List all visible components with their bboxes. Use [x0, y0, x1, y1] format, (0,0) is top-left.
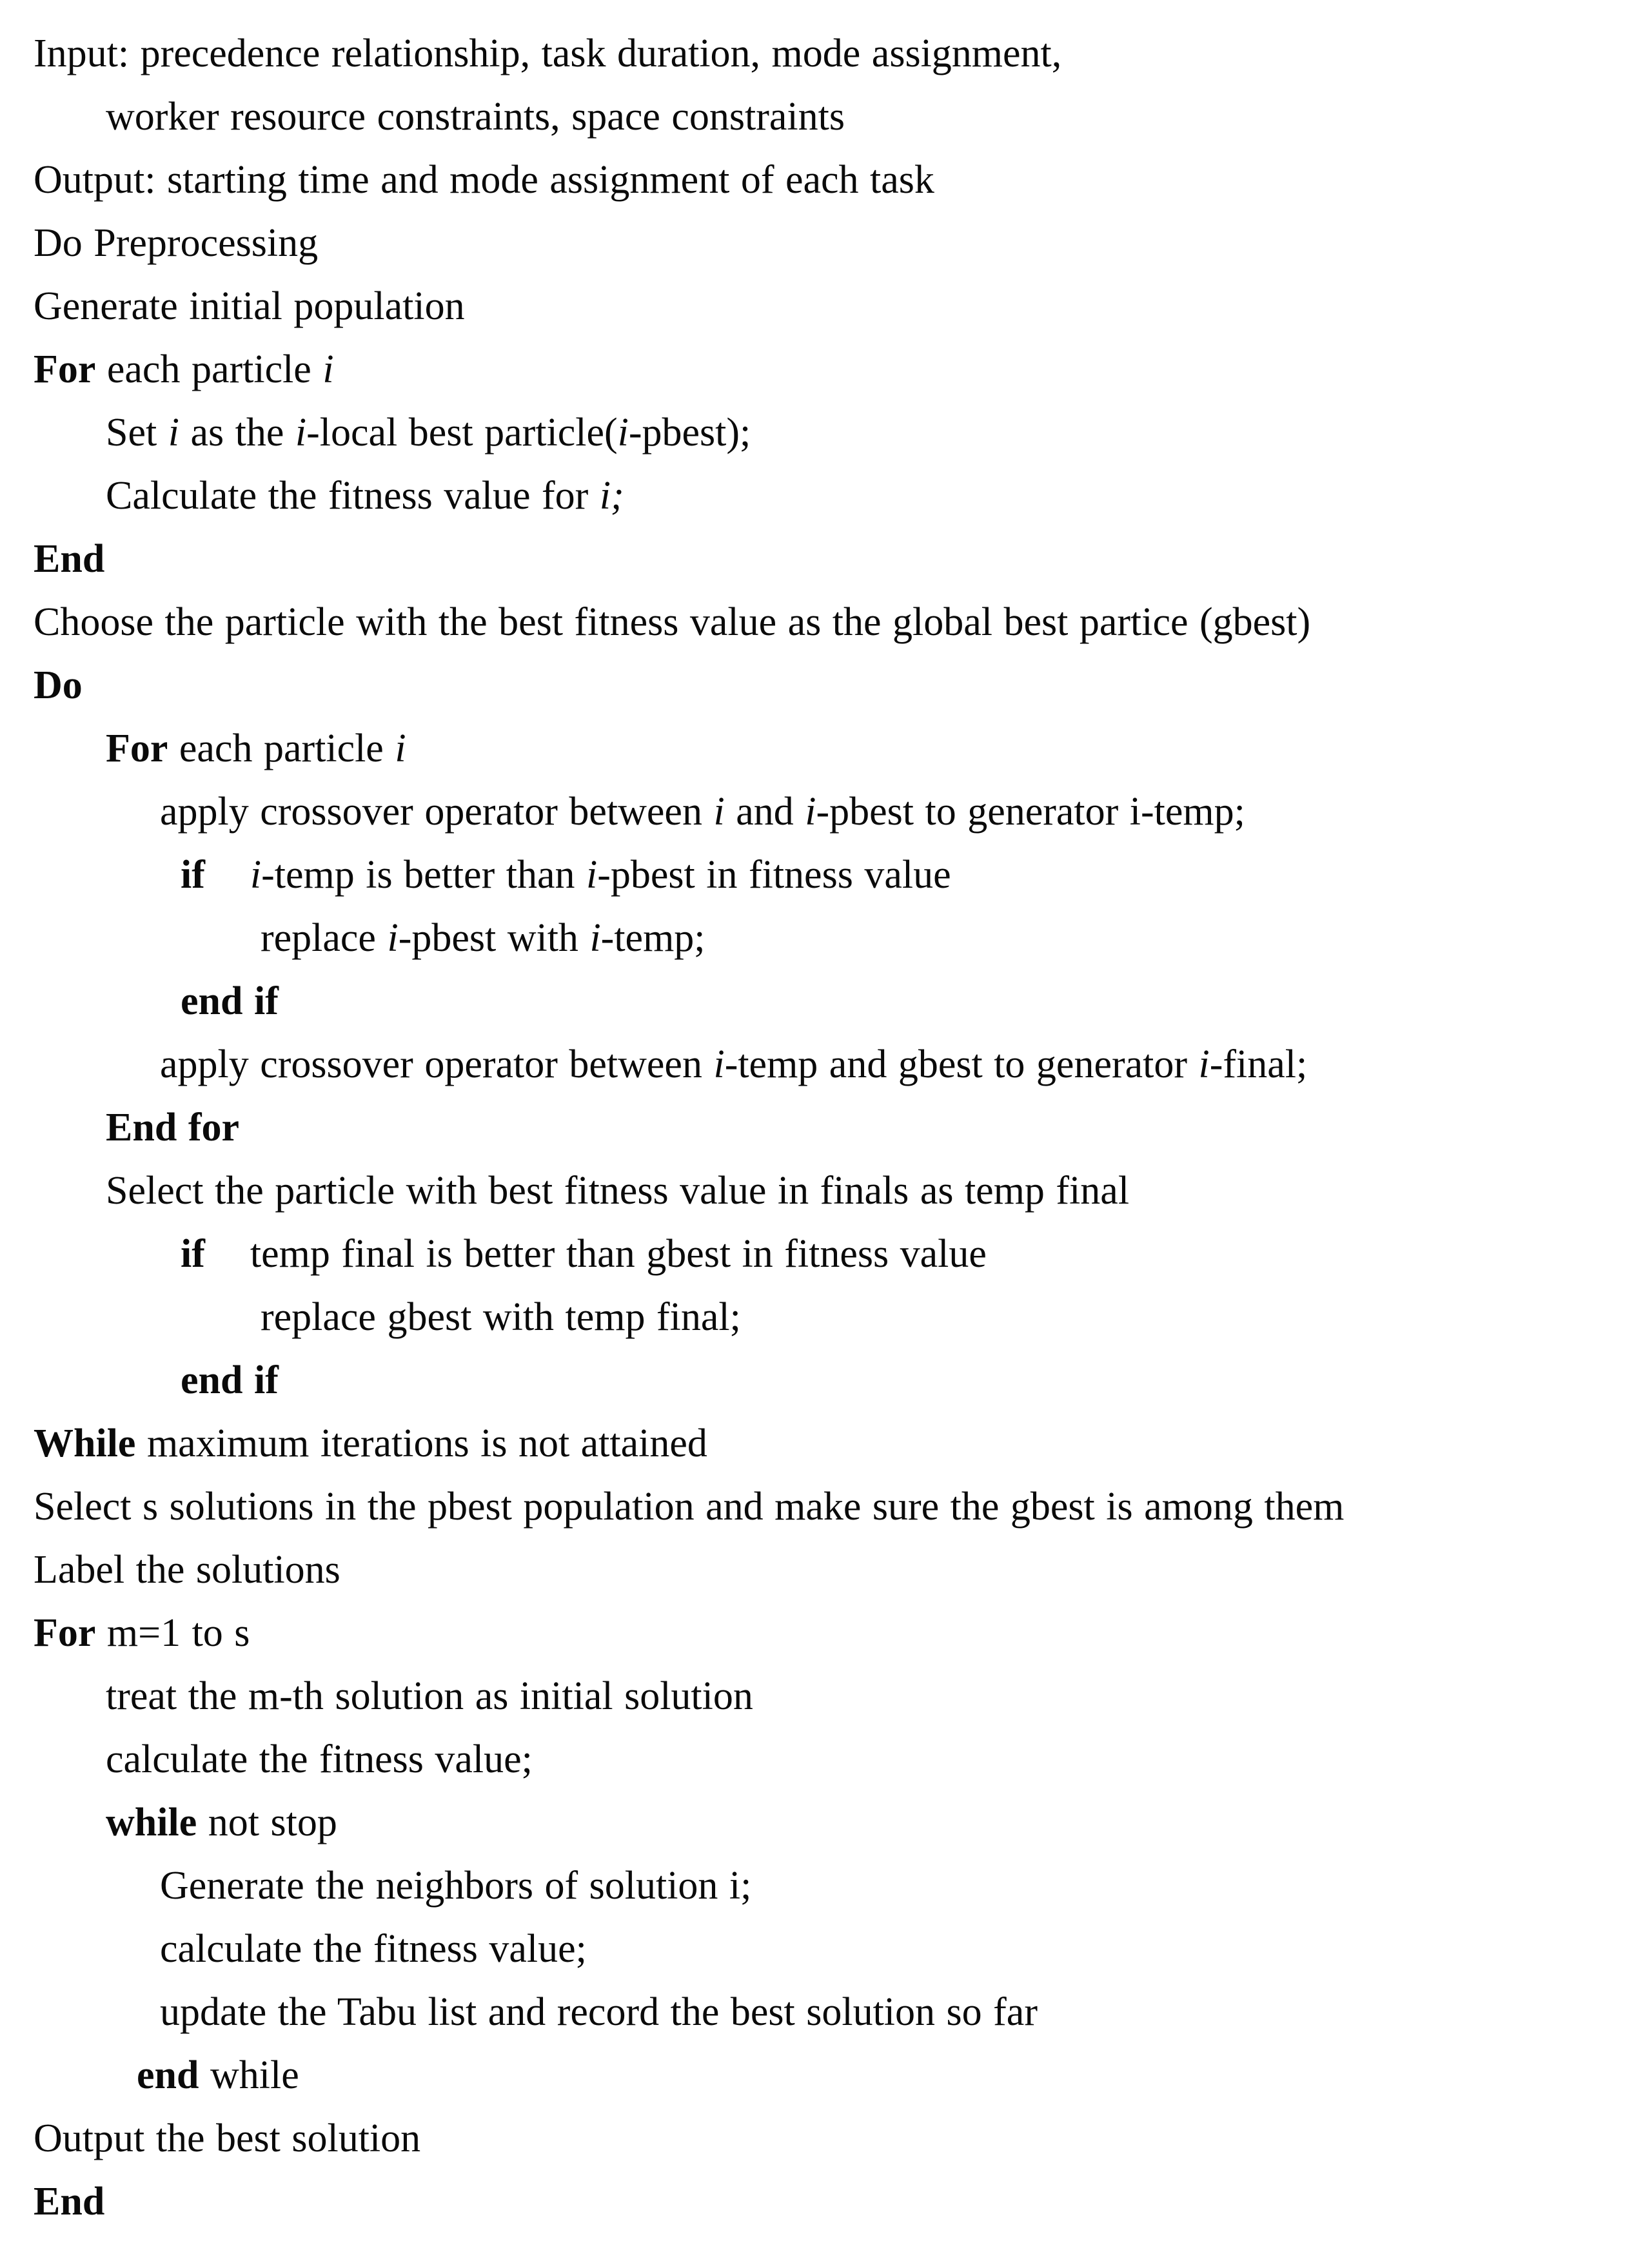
code-segment: temp final is better than gbest in fitness value	[204, 1232, 987, 1276]
code-segment: -temp and gbest to generator	[724, 1042, 1199, 1086]
code-segment: maximum iterations is not attained	[135, 1422, 707, 1465]
code-segment: calculate the fitness value;	[106, 1737, 533, 1781]
code-segment: Choose the particle with the best fitness value as the global best partice (gbest)	[34, 600, 1311, 644]
code-segment: For	[34, 1611, 96, 1655]
code-segment: treat the m-th solution as initial solution	[106, 1674, 753, 1718]
code-segment: i	[713, 790, 725, 834]
code-segment: Do	[34, 663, 83, 707]
code-line-do-preprocessing	[34, 211, 1621, 275]
code-line-output-best-solution	[34, 2107, 1621, 2170]
code-line-for-each-particle-1	[34, 338, 1621, 401]
code-segment: i	[1198, 1042, 1210, 1086]
code-line-for-m-to-s	[34, 1601, 1621, 1665]
code-segment: if	[181, 1232, 205, 1276]
code-segment: each particle	[95, 347, 323, 391]
code-segment: Generate initial population	[34, 284, 465, 328]
code-line-replace-gbest-with-tempfinal	[34, 1286, 1621, 1349]
code-line-label-the-solutions	[34, 1538, 1621, 1601]
code-line-update-tabu-list	[34, 1980, 1621, 2044]
code-segment: For	[106, 727, 168, 770]
code-segment: End for	[106, 1106, 239, 1149]
code-segment: i	[713, 1042, 725, 1086]
code-segment: apply crossover operator between	[160, 1042, 714, 1086]
code-segment: Set	[106, 411, 168, 455]
code-line-apply-crossover-gbest	[34, 1033, 1621, 1096]
code-segment: i;	[599, 474, 624, 518]
code-line-calculate-fitness-2	[34, 1728, 1621, 1791]
code-segment: calculate the fitness value;	[160, 1927, 587, 1971]
code-segment: i	[617, 411, 629, 455]
code-segment: i	[295, 411, 307, 455]
code-line-replace-pbest-with-temp	[34, 906, 1621, 970]
code-segment: i	[395, 727, 406, 770]
code-line-if-temp-better-pbest	[34, 843, 1621, 906]
code-segment: While	[34, 1422, 136, 1465]
code-line-end-while	[34, 2044, 1621, 2107]
code-line-select-best-finals	[34, 1159, 1621, 1222]
code-segment: -pbest);	[628, 411, 751, 455]
code-segment: i	[387, 916, 399, 960]
code-segment: m=1 to s	[95, 1611, 250, 1655]
code-line-end-for	[34, 1096, 1621, 1159]
code-segment: and	[724, 790, 805, 834]
code-line-calculate-fitness-3	[34, 1917, 1621, 1980]
code-line-apply-crossover-pbest	[34, 780, 1621, 843]
code-line-while-not-stop	[34, 1791, 1621, 1854]
code-line-do-loop	[34, 654, 1621, 717]
code-segment: For	[34, 347, 96, 391]
code-segment: end if	[181, 979, 279, 1023]
code-segment: while	[106, 1801, 197, 1844]
code-line-end-if-2	[34, 1349, 1621, 1412]
code-segment: -temp is better than	[261, 853, 586, 897]
code-segment: End	[34, 537, 105, 581]
code-line-end-1	[34, 527, 1621, 591]
code-segment: Generate the neighbors of solution i;	[160, 1864, 752, 1908]
code-segment: Select the particle with best fitness value in finals as temp final	[106, 1169, 1130, 1213]
code-segment: as the	[179, 411, 295, 455]
code-segment: while	[199, 2053, 299, 2097]
code-segment: i	[168, 411, 179, 455]
code-segment: Do Preprocessing	[34, 221, 319, 265]
code-segment: -final;	[1209, 1042, 1308, 1086]
code-line-select-s-solutions	[34, 1475, 1621, 1538]
code-line-generate-neighbors	[34, 1854, 1621, 1917]
code-segment: replace gbest with temp final;	[261, 1295, 741, 1339]
code-segment: Select s solutions in the pbest population and make sure the gbest is among them	[34, 1485, 1345, 1529]
code-segment: -local best particle(	[306, 411, 618, 455]
code-line-output-line	[34, 148, 1621, 211]
code-segment: replace	[261, 916, 388, 960]
code-segment: worker resource constraints, space constraints	[106, 95, 845, 139]
code-segment: Label the solutions	[34, 1548, 340, 1592]
code-line-while-max-iterations	[34, 1412, 1621, 1475]
code-line-input-line-2	[34, 85, 1621, 148]
code-segment: -pbest to generator i-temp;	[816, 790, 1245, 834]
code-segment: End	[34, 2180, 105, 2224]
code-segment: i	[805, 790, 816, 834]
code-segment: -pbest with	[398, 916, 590, 960]
code-line-choose-gbest	[34, 591, 1621, 654]
code-segment: -temp;	[600, 916, 705, 960]
code-segment: i	[586, 853, 598, 897]
code-line-end-if-1	[34, 970, 1621, 1033]
code-line-generate-initial-population	[34, 275, 1621, 338]
code-line-end-2	[34, 2170, 1621, 2233]
code-segment: each particle	[168, 727, 395, 770]
code-segment: Output the best solution	[34, 2116, 421, 2160]
code-segment: Input: precedence relationship, task duration, mode assignment,	[34, 32, 1062, 75]
code-segment: i	[322, 347, 334, 391]
code-segment: apply crossover operator between	[160, 790, 714, 834]
code-segment: i	[250, 853, 262, 897]
code-line-for-each-particle-2	[34, 717, 1621, 780]
code-segment: if	[181, 853, 205, 897]
code-line-treat-m-th-solution	[34, 1665, 1621, 1728]
code-line-input-line-1	[34, 22, 1621, 85]
code-segment: not stop	[197, 1801, 337, 1844]
code-segment: update the Tabu list and record the best solution so far	[160, 1990, 1038, 2034]
code-segment: Calculate the fitness value for	[106, 474, 600, 518]
code-segment: -pbest in fitness value	[597, 853, 951, 897]
code-line-set-i-as-pbest	[34, 401, 1621, 464]
code-line-if-tempfinal-better-gbest	[34, 1222, 1621, 1286]
code-segment: Output: starting time and mode assignment of each task	[34, 158, 934, 202]
code-segment	[205, 853, 250, 897]
code-segment: end	[137, 2053, 199, 2097]
code-segment: i	[589, 916, 601, 960]
pseudocode-listing	[34, 22, 1621, 2233]
code-line-calculate-fitness-1	[34, 464, 1621, 527]
code-segment: end if	[181, 1358, 279, 1402]
